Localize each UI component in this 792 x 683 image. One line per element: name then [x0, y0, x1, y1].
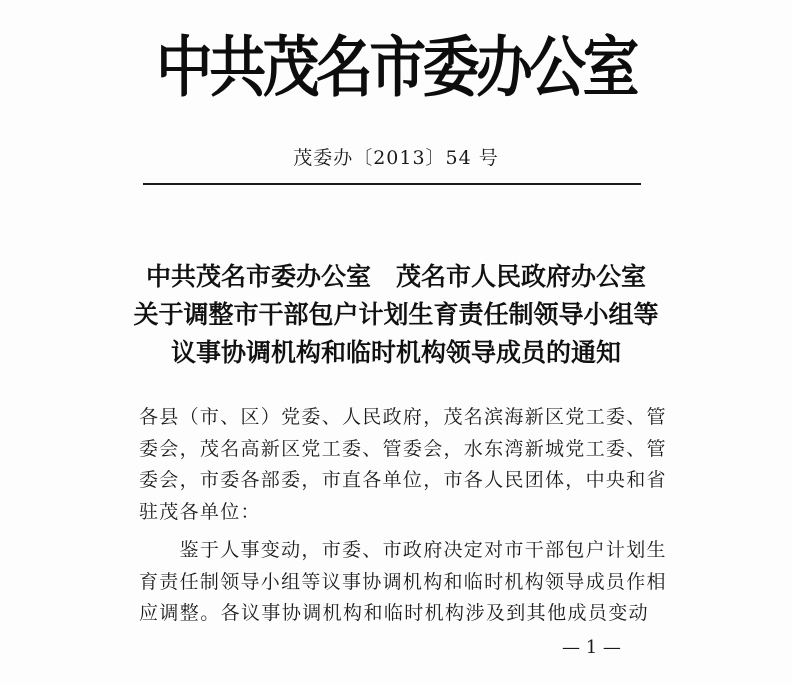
page-number: — 1 — — [562, 637, 621, 658]
notice-title-line: 关于调整市干部包户计划生育责任制领导小组等 — [133, 300, 659, 329]
notice-title-line: 中共茂名市委办公室 茂名市人民政府办公室 — [145, 262, 646, 291]
issuing-organization-title: 中共茂名市委办公室 — [156, 29, 636, 106]
notice-title — [0, 258, 792, 372]
header-divider — [143, 183, 641, 185]
recipients-line: 驻茂各单位： — [139, 500, 261, 523]
document-number: 茂委办〔2013〕54 号 — [293, 147, 499, 169]
recipients-line: 委会，茂名高新区党工委、管委会，水东湾新城党工委、管 — [139, 437, 667, 460]
body-line: 鉴于人事变动，市委、市政府决定对市干部包户计划生 — [139, 539, 667, 561]
recipients-block — [139, 402, 667, 528]
body-line: 育责任制领导小组等议事协调机构和临时机构领导成员作相 — [139, 570, 667, 593]
notice-title-line: 议事协调机构和临时机构领导成员的通知 — [170, 338, 621, 367]
recipients-line: 各县（市、区）党委、人民政府，茂名滨海新区党工委、管 — [139, 406, 667, 428]
body-paragraph — [139, 535, 667, 630]
body-line: 应调整。各议事协调机构和临时机构涉及到其他成员变动 — [139, 602, 649, 624]
recipients-line: 委会，市委各部委，市直各单位，市各人民团体，中央和省 — [139, 469, 667, 491]
